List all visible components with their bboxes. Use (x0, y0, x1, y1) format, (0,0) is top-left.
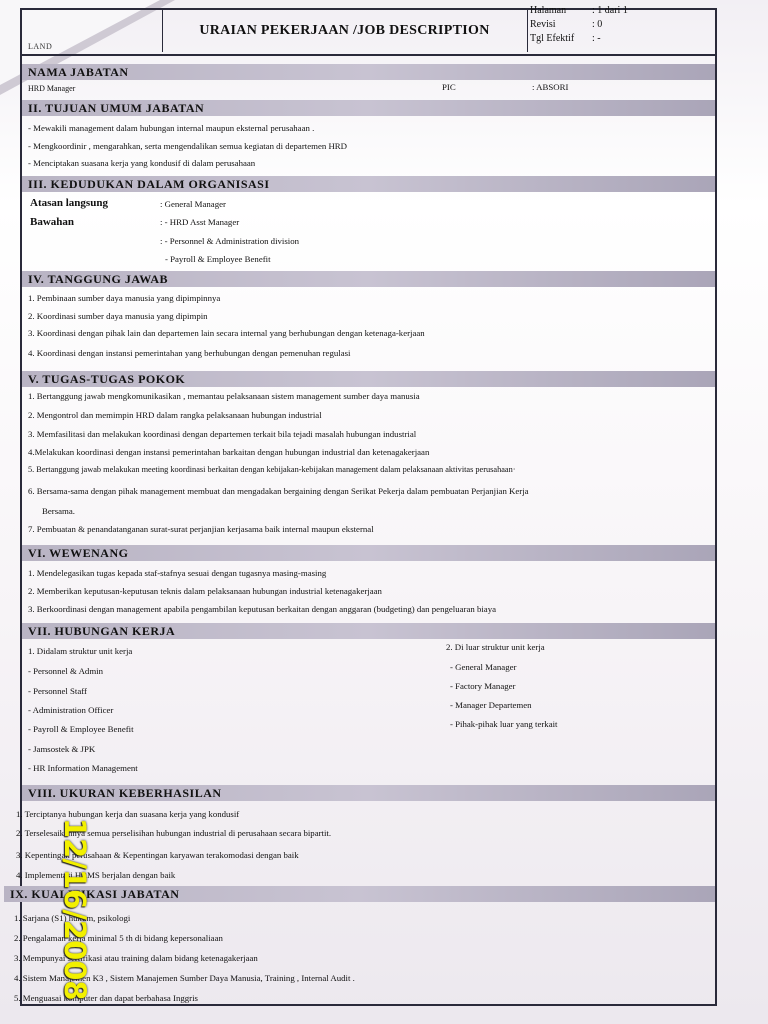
pic-label: PIC (442, 82, 456, 92)
list-item: 6. Bersama-sama dengan pihak management membuat dan mengadakan bergaining dengan Serikat Pekerja dalam pembuatan Perjanjian Kerja (28, 486, 529, 496)
section-nama-jabatan: NAMA JABATAN (22, 64, 715, 80)
section-wewenang: VI. WEWENANG (22, 545, 715, 561)
list-item: 3. Kepentingan perusahaan & Kepentingan karyawan terakomodasi dengan baik (16, 850, 299, 860)
list-item: 3. Berkoordinasi dengan management apabila pengambilan keputusan berkaitan dengan anggaran (budgeting) dan pengeluaran biaya (28, 604, 497, 614)
section-tanggung-jawab: IV. TANGGUNG JAWAB (22, 271, 715, 287)
job-description-form (10, 5, 717, 1006)
list-item: - Mewakili management dalam hubungan internal maupun eksternal perusahaan . (28, 123, 315, 133)
list-item: 2. Di luar struktur unit kerja (446, 642, 545, 652)
bawahan-label: Bawahan (30, 216, 75, 228)
company-name: LAND (28, 42, 53, 51)
list-item: 1. Didalam struktur unit kerja (28, 646, 133, 656)
section-tujuan: II. TUJUAN UMUM JABATAN (22, 100, 715, 116)
document-meta: Halaman : 1 dari 1 Revisi : 0 Tgl Efektif : - (530, 5, 628, 44)
list-item: 1. Terciptanya hubungan kerja dan suasana kerja yang kondusif (16, 809, 240, 819)
document-title: URAIAN PEKERJAAN /JOB DESCRIPTION (162, 10, 528, 52)
list-item: - Jamsostek & JPK (28, 744, 96, 754)
bawahan-item: : - HRD Asst Manager (160, 217, 240, 227)
list-item: Bersama. (42, 506, 75, 516)
list-item: - Personnel Staff (28, 686, 87, 696)
list-item: 3. Mempunyai sertifikasi atau training dalam bidang ketenagakerjaan (14, 953, 258, 963)
list-item: - Personnel & Admin (28, 666, 104, 676)
list-item: 1. Mendelegasikan tugas kepada staf-stafnya sesuai dengan tugasnya masing-masing (28, 568, 327, 578)
list-item: 4.Melakukan koordinasi dengan instansi pemerintahan barkaitan dengan hubungan industrial dan ketenagakerjaan (28, 447, 430, 457)
section-kualifikasi: IX. KUALIFIKASI JABATAN (4, 886, 715, 902)
atasan-label: Atasan langsung (30, 197, 108, 209)
list-item: 2. Pengalaman kerja minimal 5 th di bidang kepersonaliaan (14, 933, 223, 943)
section-ukuran-keberhasilan: VIII. UKURAN KEBERHASILAN (22, 785, 715, 801)
list-item: 2. Koordinasi sumber daya manusia yang dipimpin (28, 311, 208, 321)
position-name: HRD Manager (28, 84, 76, 93)
list-item: 3. Memfasilitasi dan melakukan koordinasi dengan departemen terkait bila tejadi masalah hubungan industrial (28, 429, 417, 439)
list-item: - Payroll & Employee Benefit (28, 724, 134, 734)
list-item: 1. Bertanggung jawab mengkomunikasikan , memantau pelaksanaan sistem management sumber daya manusia (28, 391, 420, 401)
bawahan-item: : - Personnel & Administration division (160, 236, 300, 246)
section-tugas-pokok: V. TUGAS-TUGAS POKOK (22, 371, 715, 387)
list-item: 4. Koordinasi dengan instansi pemerintahan yang berhubungan dengan pemenuhan regulasi (28, 348, 351, 358)
list-item: 1. Sarjana (S1) hukum, psikologi (14, 913, 131, 923)
list-item: - Factory Manager (450, 681, 516, 691)
list-item: 2. Terselesaikannya semua perselisihan hubungan industrial di perusahaan secara bipartit. (16, 828, 332, 838)
list-item: 7. Pembuatan & penandatanganan surat-surat perjanjian kerjasama baik internal maupun eksternal (28, 524, 374, 534)
pic-value: : ABSORI (532, 82, 569, 92)
list-item: 2. Memberikan keputusan-keputusan teknis dalam pelaksanaan hubungan industrial ketenagakerjaan (28, 586, 382, 596)
list-item: - Administration Officer (28, 705, 114, 715)
bawahan-item: - Payroll & Employee Benefit (165, 254, 271, 264)
list-item: - General Manager (450, 662, 517, 672)
list-item: 1. Pembinaan sumber daya manusia yang dipimpinnya (28, 293, 221, 303)
list-item: - Manager Departemen (450, 700, 532, 710)
section-hubungan-kerja: VII. HUBUNGAN KERJA (22, 623, 715, 639)
list-item: - HR Information Management (28, 763, 138, 773)
list-item: - Menciptakan suasana kerja yang kondusif di dalam perusahaan (28, 158, 256, 168)
list-item: 4. Implementasi HRMS berjalan dengan baik (16, 870, 176, 880)
atasan-value: : General Manager (160, 199, 226, 209)
camera-date-stamp: 12/16/2008 (58, 818, 92, 1001)
list-item: 4. Sistem Manajemen K3 , Sistem Manajemen Sumber Daya Manusia, Training , Internal Audit . (14, 973, 355, 983)
section-kedudukan: III. KEDUDUKAN DALAM ORGANISASI (22, 176, 715, 192)
list-item: 3. Koordinasi dengan pihak lain dan departemen lain secara internal yang berhubungan dengan ketenaga-kerjaan (28, 328, 425, 338)
list-item: 2. Mengontrol dan memimpin HRD dalam rangka pelaksanaan hubungan industrial (28, 410, 322, 420)
list-item: - Pihak-pihak luar yang terkait (450, 719, 558, 729)
list-item: 5. Bertanggung jawab melakukan meeting koordinasi berkaitan dengan kebijakan-kebijakan management dalam pelaksanaan aktivitas perusahaan· (28, 465, 516, 474)
list-item: - Mengkoordinir , mengarahkan, serta mengendalikan semua kegiatan di departemen HRD (28, 141, 348, 151)
list-item: 5. Menguasai komputer dan dapat berbahasa Inggris (14, 993, 198, 1003)
form-header (22, 5, 715, 56)
company-box (22, 10, 163, 52)
